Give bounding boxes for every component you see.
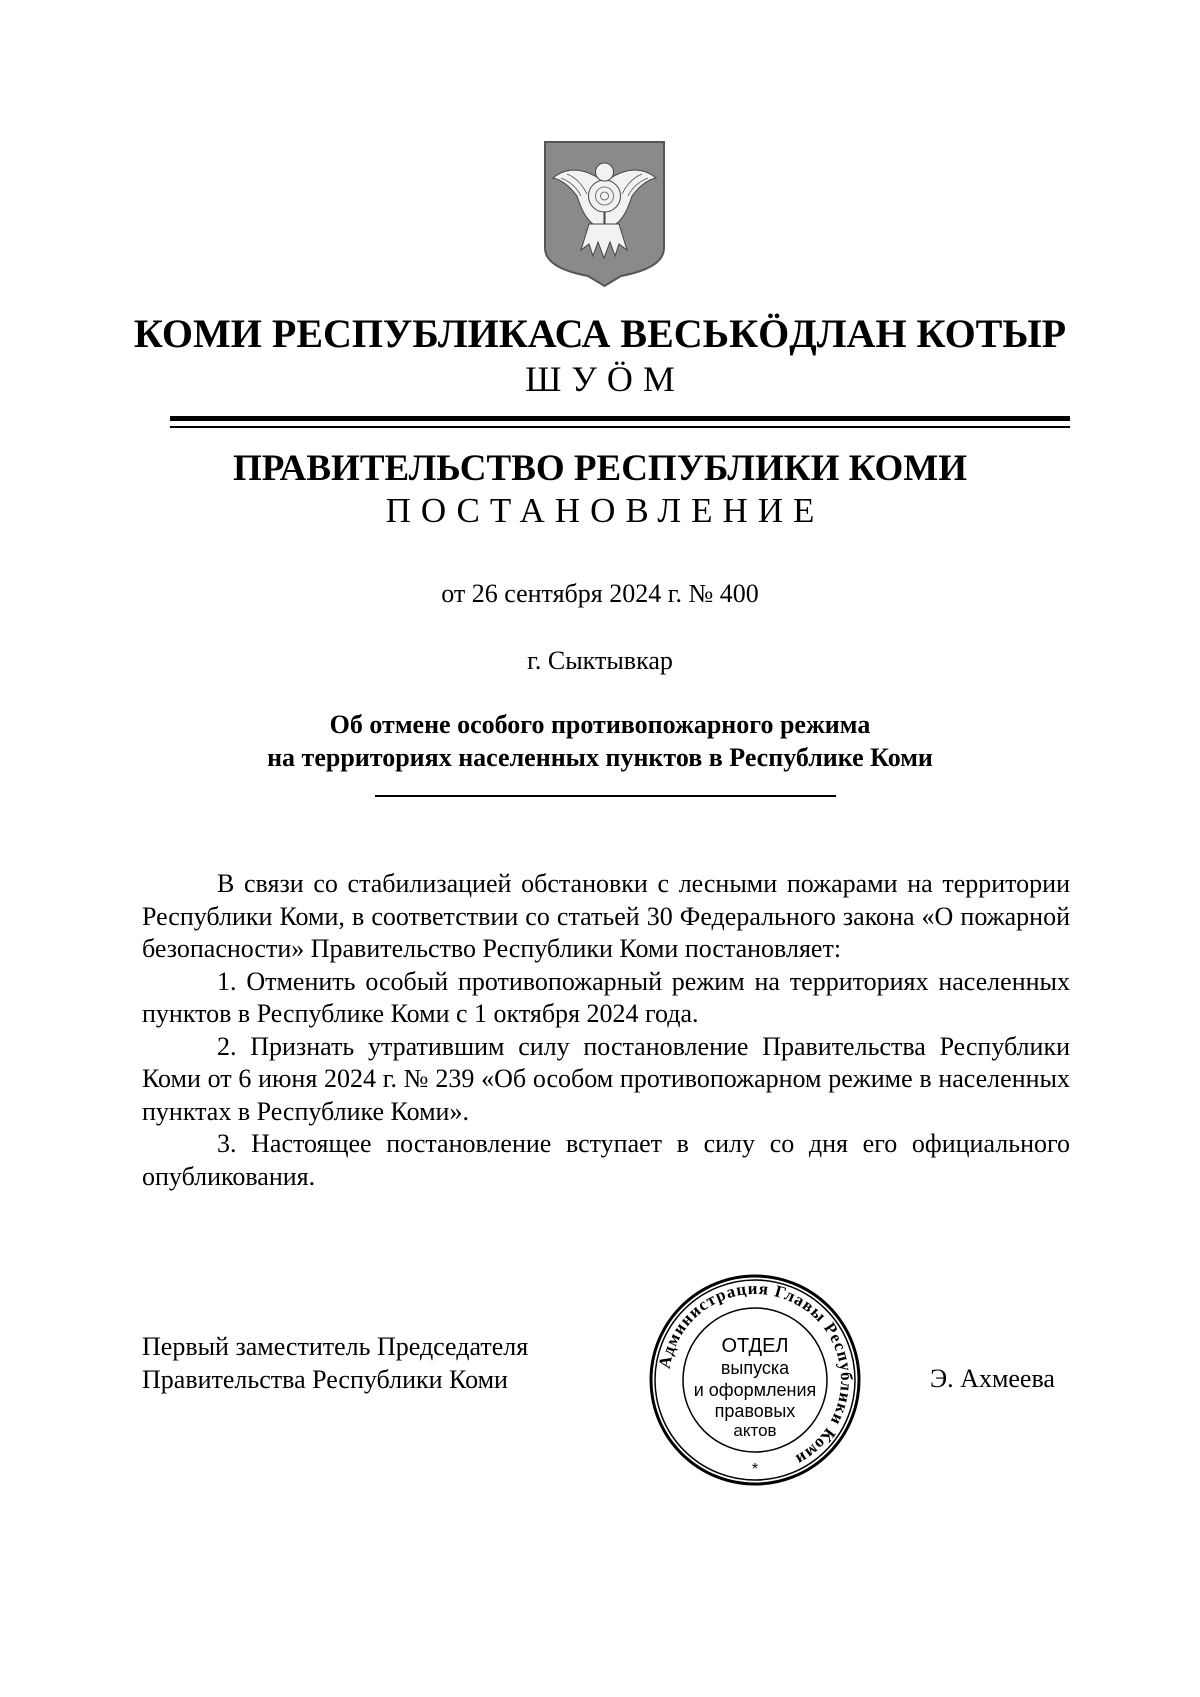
signatory-name: Э. Ахмеева [930,1364,1055,1393]
signatory-position [142,1330,602,1396]
item-1-paragraph: 1. Отменить особый противопожарный режим на территориях населенных пунктов в Республике Коми с 1 октября 2024 года. [142,966,1070,1028]
stamp-line-1: ОТДЕЛ [721,1335,789,1357]
stamp-line-2: выпуска [720,1358,790,1378]
stamp-star: * [751,1461,759,1478]
document-date-number: от 26 сентября 2024 г. № 400 [441,579,759,608]
title-underline [375,795,836,797]
document-city: г. Сыктывкар [527,646,673,675]
russian-authority-heading: ПРАВИТЕЛЬСТВО РЕСПУБЛИКИ КОМИ [233,448,967,489]
official-stamp [645,1270,865,1490]
signatory-position-line-1: Первый заместитель Председателя [142,1332,529,1361]
stamp-line-3: и оформления [693,1380,817,1400]
document-title-line-2: на территориях населенных пунктов в Республике Коми [267,743,933,772]
komi-authority-heading: КОМИ РЕСПУБЛИКАСА ВЕСЬКӦДЛАН КОТЫР [133,311,1067,356]
signatory-position-line-2: Правительства Республики Коми [142,1365,508,1394]
header-divider-thick [170,416,1070,421]
document-body [142,868,1070,1193]
document-title-line-1: Об отмене особого противопожарного режима [329,710,871,739]
stamp-ring-text: Администрация Главы Республики Коми [654,1278,857,1470]
header-divider-thin [170,426,1070,428]
stamp-line-4: правовых [714,1401,796,1421]
komi-document-type: ШУӦМ [525,359,685,399]
russian-document-type: ПОСТАНОВЛЕНИЕ [385,491,825,530]
item-2-paragraph: 2. Признать утратившим силу постановление Правительства Республики Коми от 6 июня 2024 г. № 239 «Об особом противопожарном режиме в населенных пунктах в Республике Коми». [142,1031,1070,1126]
preamble-paragraph: В связи со стабилизацией обстановки с лесными пожарами на территории Республики Коми, в соответствии со статьей 30 Федерального закона «О пожарной безопасности» Правительство Республики Коми постановляет: [142,869,1070,963]
item-3-paragraph: 3. Настоящее постановление вступает в силу со дня его официального опубликования. [142,1129,1070,1191]
stamp-line-5: актов [733,1421,777,1440]
document-title [0,708,1200,774]
coat-of-arms-emblem [541,138,668,288]
